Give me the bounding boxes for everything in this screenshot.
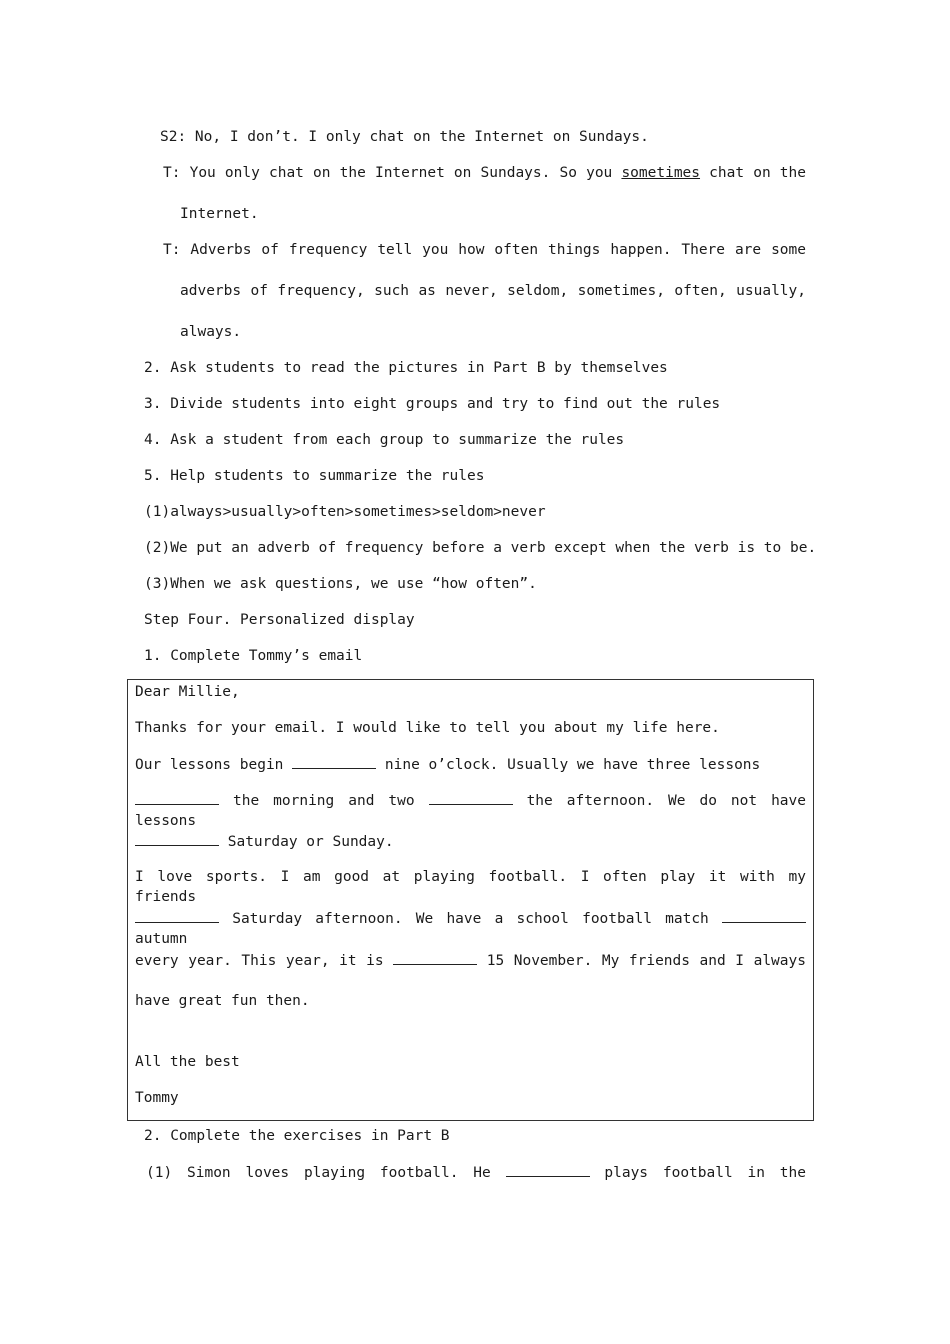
- email-line-2: [135, 754, 760, 775]
- instruction-5: 5. Help students to summarize the rules: [144, 468, 485, 484]
- email-line-2-text: Our lessons begin: [135, 757, 284, 773]
- instruction-4: 4. Ask a student from each group to summarize the rules: [144, 432, 625, 448]
- blank-field[interactable]: [135, 908, 219, 923]
- email-line-2-text-end: nine o’clock. Usually we have three lessons: [384, 757, 761, 773]
- task-1: 1. Complete Tommy’s email: [144, 648, 363, 664]
- exercise-1-text: (1) Simon loves playing football. He: [146, 1165, 491, 1181]
- underlined-word: sometimes: [621, 165, 701, 181]
- task-2: 2. Complete the exercises in Part B: [144, 1128, 450, 1144]
- email-line-4: [135, 831, 394, 852]
- rule-3: (3)When we ask questions, we use “how often”.: [144, 576, 537, 592]
- email-line-5: I love sports. I am good at playing football. I often play it with my friends: [135, 869, 806, 905]
- email-line-7-text-end: 15 November. My friends and I always: [486, 953, 806, 969]
- email-closing: All the best: [135, 1054, 240, 1070]
- blank-field[interactable]: [722, 908, 806, 923]
- instruction-3: 3. Divide students into eight groups and try to find out the rules: [144, 396, 721, 412]
- dialogue-t1-text-end: chat on the: [709, 165, 806, 181]
- blank-field[interactable]: [506, 1162, 590, 1177]
- dialogue-t2: T: Adverbs of frequency tell you how often things happen. There are some: [163, 242, 806, 258]
- dialogue-t1-text: T: You only chat on the Internet on Sundays. So you: [163, 165, 613, 181]
- dialogue-t2-line3: always.: [180, 324, 242, 340]
- dialogue-t1: [163, 163, 806, 183]
- blank-field[interactable]: [135, 790, 219, 805]
- rule-2: (2)We put an adverb of frequency before a verb except when the verb is to be.: [144, 540, 817, 556]
- email-line-7: [135, 950, 806, 971]
- blank-field[interactable]: [429, 790, 513, 805]
- email-line-6-text-end: autumn: [135, 931, 188, 947]
- email-line-6: [135, 908, 806, 949]
- dialogue-t2-line2: adverbs of frequency, such as never, seldom, sometimes, often, usually,: [180, 283, 806, 299]
- email-line-1: Thanks for your email. I would like to tell you about my life here.: [135, 720, 720, 736]
- email-signature: Tommy: [135, 1090, 179, 1106]
- email-line-7-text: every year. This year, it is: [135, 953, 384, 969]
- exercise-1: [146, 1162, 806, 1183]
- rule-1: (1)always>usually>often>sometimes>seldom>never: [144, 504, 546, 520]
- email-line-6-text: Saturday afternoon. We have a school football match: [232, 911, 709, 927]
- exercise-1-text-end: plays football in the: [604, 1165, 806, 1181]
- dialogue-t1-continuation: Internet.: [180, 206, 259, 222]
- blank-field[interactable]: [292, 754, 376, 769]
- instruction-2: 2. Ask students to read the pictures in Part B by themselves: [144, 360, 668, 376]
- step-four-heading: Step Four. Personalized display: [144, 612, 415, 628]
- email-line-4-text: Saturday or Sunday.: [227, 834, 394, 850]
- blank-field[interactable]: [135, 831, 219, 846]
- email-line-3-text-end: the afternoon. We do not have lessons: [135, 793, 806, 829]
- blank-field[interactable]: [393, 950, 477, 965]
- email-line-3-text: the morning and two: [232, 793, 415, 809]
- email-line-3: [135, 790, 806, 831]
- email-greeting: Dear Millie,: [135, 684, 240, 700]
- dialogue-s2: S2: No, I don’t. I only chat on the Internet on Sundays.: [160, 129, 649, 145]
- email-line-8: have great fun then.: [135, 993, 310, 1009]
